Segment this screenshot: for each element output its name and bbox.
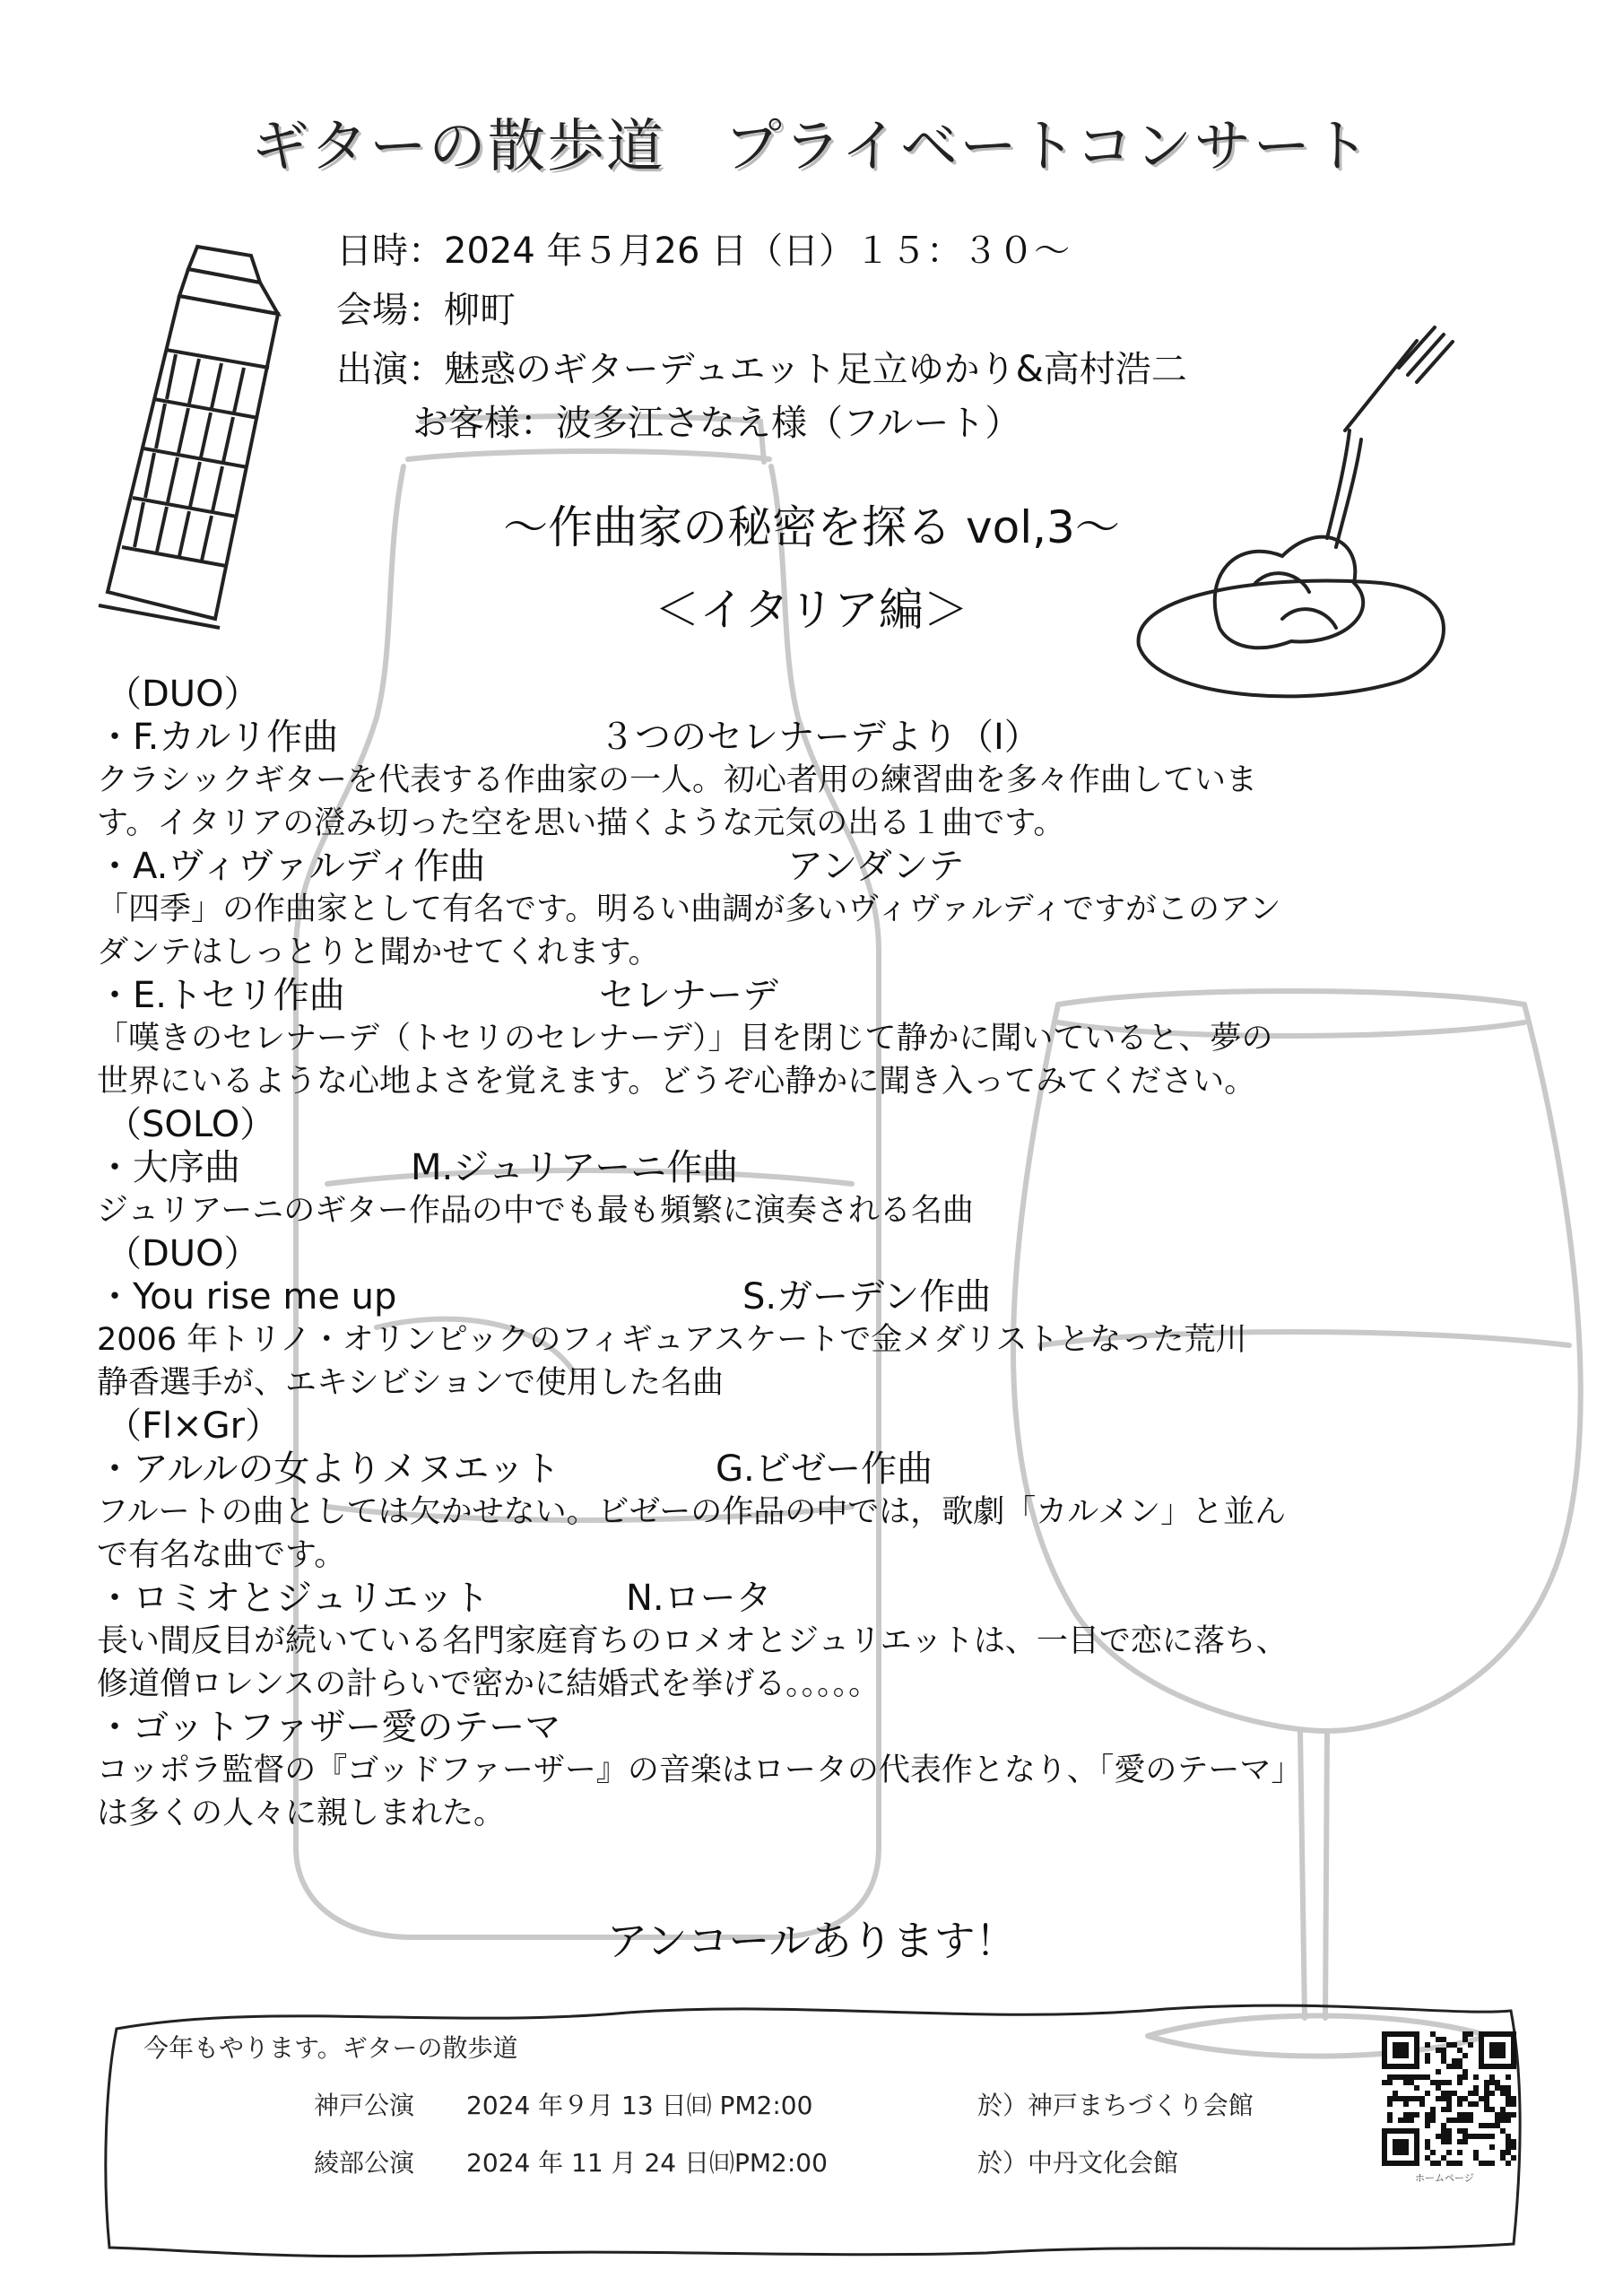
program-description: 2006 年トリノ・オリンピックのフィギュアスケートで金メダリストとなった荒川	[97, 1322, 1247, 1358]
program-piece	[97, 1448, 1549, 1491]
qr-caption: ホームページ	[1415, 2172, 1474, 2184]
event-datetime: 日時：2024 年５月26 日（日）１５：３０～	[336, 230, 1071, 272]
footer-event-ayabe-date: 2024 年 11 月 24 日㈰PM2:00	[466, 2148, 828, 2178]
event-guest: お客様：波多江さなえ様（フルート）	[412, 403, 1021, 444]
encore-note: アンコールあります！	[606, 1917, 1017, 1965]
program-description: 長い間反目が続いている名門家庭育ちのロメオとジュリエットは、一目で恋に落ち、	[97, 1623, 1288, 1659]
program-piece	[97, 1275, 1549, 1318]
leaning-tower-illustration	[99, 247, 278, 628]
program-description: 「四季」の作曲家として有名です。明るい曲調が多いヴィヴァルディですがこのアン	[97, 891, 1281, 927]
program-description: ジュリアーニのギター作品の中でも最も頻繁に演奏される名曲	[97, 1193, 974, 1229]
piece-composer: S.ガーデン作曲	[742, 1276, 992, 1318]
piece-title: ・大序曲	[97, 1147, 240, 1188]
piece-title: ・ロミオとジュリエット	[97, 1578, 490, 1619]
piece-title: ・アルルの女よりメヌエット	[97, 1448, 560, 1490]
page-title: ギターの散歩道 プライベートコンサート	[251, 114, 1372, 180]
program-description: フルートの曲としては欠かせない。ビゼーの作品の中では，歌劇「カルメン」と並ん	[97, 1494, 1287, 1530]
program-category: （DUO）	[106, 1233, 260, 1274]
piece-composer: G.ビゼー作曲	[716, 1448, 933, 1490]
footer-event-ayabe-place: 於）中丹文化会館	[977, 2148, 1179, 2178]
footer-event-kobe-place: 於）神戸まちづくり会館	[977, 2091, 1254, 2120]
program-description: コッポラ監督の『ゴッドファーザー』の音楽はロータの代表作となり、「愛のテーマ」	[97, 1752, 1303, 1788]
piece-composer: セレナーデ	[599, 975, 778, 1016]
event-performers: 出演：魅惑のギターデュエット足立ゆかり&高村浩二	[336, 349, 1187, 390]
footer-event-kobe-date: 2024 年９月 13 日㈰ PM2:00	[466, 2091, 813, 2120]
program-description: 静香選手が、エキシビションで使用した名曲	[97, 1365, 724, 1401]
piece-composer: N.ロータ	[626, 1578, 772, 1619]
program-description: す。イタリアの澄み切った空を思い描くような元気の出る１曲です。	[97, 805, 1065, 841]
program-piece	[97, 716, 1549, 759]
program-description: クラシックギターを代表する作曲家の一人。初心者用の練習曲を多々作曲していま	[97, 762, 1257, 798]
program-list	[97, 673, 1549, 1835]
footer-heading: 今年もやります。ギターの散歩道	[143, 2033, 518, 2063]
program-description: 世界にいるような心地よさを覚えます。どうぞ心静かに聞き入ってみてください。	[97, 1064, 1256, 1100]
program-piece	[97, 1577, 1549, 1620]
program-category: （Fl×Gr）	[106, 1405, 282, 1447]
piece-title: ・You rise me up	[97, 1276, 397, 1318]
program-description: 修道僧ロレンスの計らいで密かに結婚式を挙げる。。。。。	[97, 1666, 881, 1702]
program-description: ダンテはしっとりと聞かせてくれます。	[97, 935, 660, 970]
concert-subtitle: ～作曲家の秘密を探る vol,3～	[503, 501, 1120, 553]
piece-title: ・E.トセリ作曲	[97, 975, 345, 1016]
concert-edition: ＜イタリア編＞	[655, 584, 968, 636]
program-piece	[97, 1146, 1549, 1189]
footer-event-kobe-city: 神戸公演	[314, 2091, 415, 2120]
piece-composer: アンダンテ	[787, 846, 965, 887]
program-category: （DUO）	[106, 674, 260, 715]
event-venue: 会場：柳町	[336, 290, 516, 331]
piece-title: ・ゴットファザー愛のテーマ	[97, 1707, 561, 1748]
piece-title: ・F.カルリ作曲	[97, 717, 339, 758]
piece-composer: M.ジュリアーニ作曲	[411, 1147, 739, 1188]
program-description: 「嘆きのセレナーデ（トセリのセレナーデ）」目を閉じて静かに聞いていると、夢の	[97, 1021, 1273, 1057]
piece-composer: ３つのセレナーデより（Ⅰ）	[599, 717, 1040, 758]
program-description: で有名な曲です。	[97, 1537, 346, 1573]
qr-code[interactable]	[1379, 2029, 1519, 2169]
program-category: （SOLO）	[106, 1104, 276, 1145]
program-piece	[97, 1706, 1549, 1749]
piece-title: ・A.ヴィヴァルディ作曲	[97, 846, 486, 887]
program-piece	[97, 974, 1549, 1017]
program-piece	[97, 845, 1549, 888]
program-description: は多くの人々に親しまれた。	[97, 1796, 506, 1831]
footer-event-ayabe-city: 綾部公演	[314, 2148, 415, 2178]
